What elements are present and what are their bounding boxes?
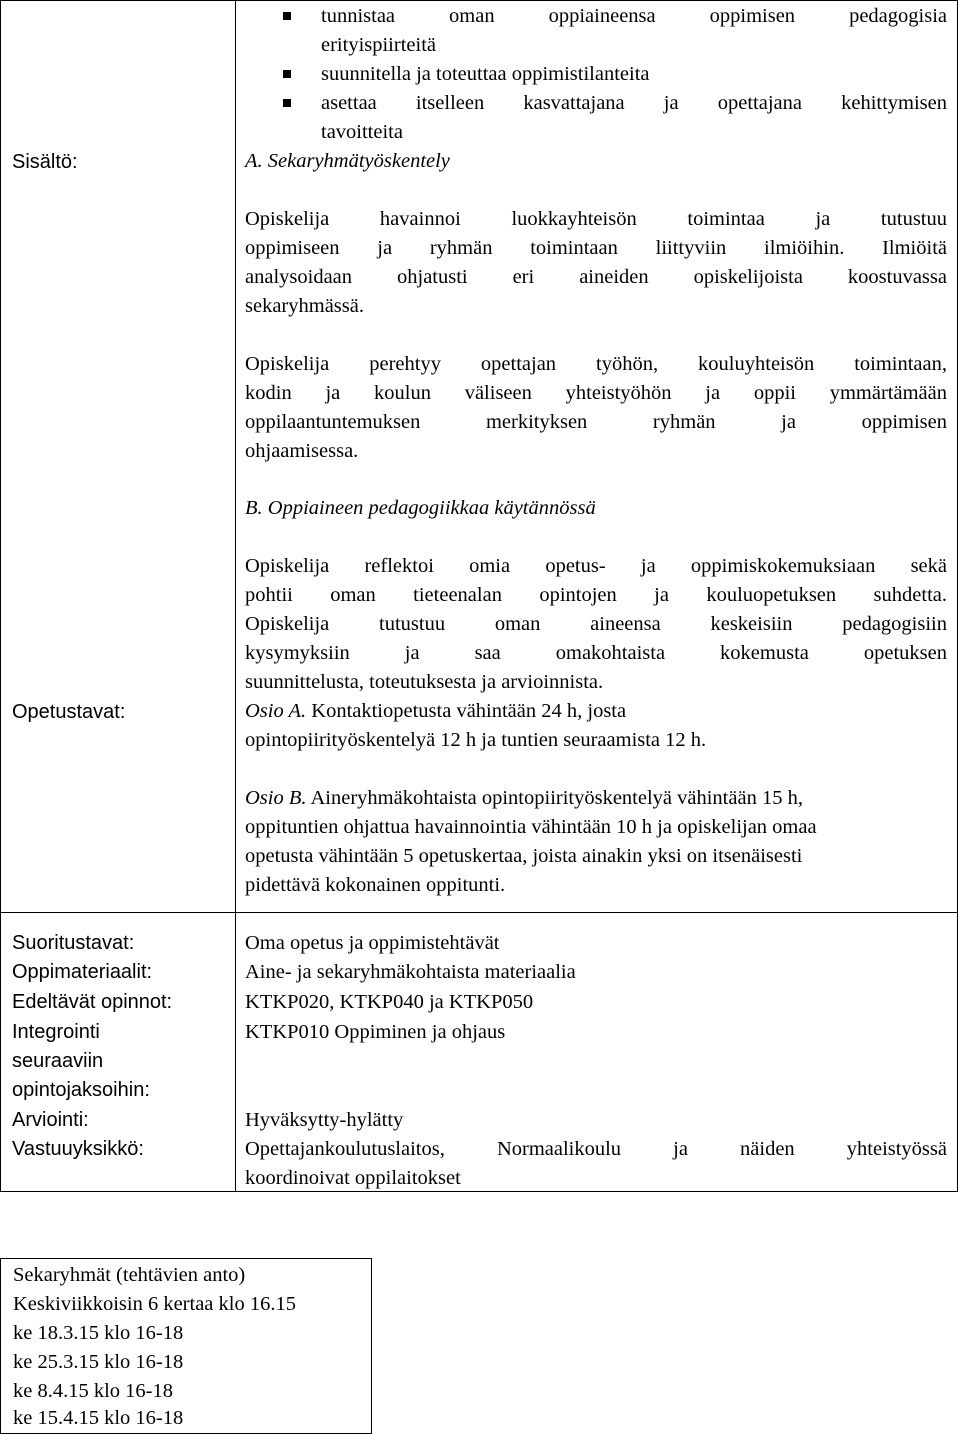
label-edeltavat: Edeltävät opinnot:: [12, 991, 173, 1013]
label-opetustavat: Opetustavat:: [12, 701, 126, 723]
osio-b-text: Aineryhmäkohtaista opintopiirityöskentelyä vähintään 15 h,: [306, 787, 803, 809]
square-bullet-icon: [283, 70, 291, 78]
section-a-p1-line: Opiskelija havainnoi luokkayhteisön toimintaa ja tutustuu: [245, 208, 947, 230]
value-vastuuyksikko: Opettajankoulutuslaitos, Normaalikoulu ja näiden yhteistyössä: [245, 1138, 947, 1160]
osio-a-line: opintopiirityöskentelyä 12 h ja tuntien seuraamista 12 h.: [245, 729, 707, 751]
label-integrointi: Integrointi: [12, 1021, 100, 1043]
label-sisalto: Sisältö:: [12, 151, 78, 173]
schedule-line: Sekaryhmät (tehtävien anto): [13, 1264, 246, 1286]
section-b-heading: B. Oppiaineen pedagogiikkaa käytännössä: [245, 497, 596, 519]
label-suoritustavat: Suoritustavat:: [12, 932, 135, 954]
schedule-box: [0, 1258, 372, 1434]
label-integrointi: opintojaksoihin:: [12, 1079, 150, 1101]
section-a-p2-line: Opiskelija perehtyy opettajan työhön, kouluyhteisön toimintaan,: [245, 353, 947, 375]
bullet-text: tunnistaa oman oppiaineensa oppimisen pedagogisia: [321, 5, 947, 27]
schedule-line: ke 8.4.15 klo 16-18: [13, 1380, 173, 1402]
row-divider: [1, 912, 957, 913]
value-oppimateriaalit: Aine- ja sekaryhmäkohtaista materiaalia: [245, 961, 576, 983]
section-a-p2-line: kodin ja koulun väliseen yhteistyöhön ja oppii ymmärtämään: [245, 382, 947, 404]
section-b-line: Opiskelija reflektoi omia opetus- ja oppimiskokemuksiaan sekä: [245, 555, 947, 577]
section-b-line: suunnittelusta, toteutuksesta ja arvioinnista.: [245, 671, 604, 693]
value-vastuuyksikko: koordinoivat oppilaitokset: [245, 1167, 461, 1189]
schedule-line: ke 18.3.15 klo 16-18: [13, 1322, 184, 1344]
osio-b-line: oppituntien ohjattua havainnointia vähintään 10 h ja opiskelijan omaa: [245, 816, 817, 838]
value-suoritustavat: Oma opetus ja oppimistehtävät: [245, 932, 500, 954]
section-b-line: Opiskelija tutustuu oman aineensa keskeisiin pedagogisiin: [245, 613, 947, 635]
section-a-p2-line: ohjaamisessa.: [245, 440, 359, 462]
bullet-text: erityispiirteitä: [321, 34, 436, 56]
schedule-line: ke 15.4.15 klo 16-18: [13, 1407, 184, 1429]
section-b-line: pohtii oman tieteenalan opintojen ja kouluopetuksen suhdetta.: [245, 584, 947, 606]
osio-a-line: [245, 697, 947, 726]
label-oppimateriaalit: Oppimateriaalit:: [12, 961, 153, 983]
section-a-heading: A. Sekaryhmätyöskentely: [245, 150, 450, 172]
osio-a-prefix: Osio A.: [245, 700, 307, 722]
schedule-line: ke 25.3.15 klo 16-18: [13, 1351, 184, 1373]
label-integrointi: seuraaviin: [12, 1050, 104, 1072]
section-b-line: kysymyksiin ja saa omakohtaista kokemusta opetuksen: [245, 642, 947, 664]
column-divider: [235, 1, 236, 1191]
section-a-p1-line: analysoidaan ohjatusti eri aineiden opiskelijoista koostuvassa: [245, 266, 947, 288]
bullet-text: tavoitteita: [321, 121, 403, 143]
bullet-text: asettaa itselleen kasvattajana ja opettajana kehittymisen: [321, 92, 947, 114]
square-bullet-icon: [283, 12, 291, 20]
value-arviointi: Hyväksytty-hylätty: [245, 1109, 404, 1131]
schedule-line: Keskiviikkoisin 6 kertaa klo 16.15: [13, 1293, 296, 1315]
osio-b-line: [245, 784, 947, 813]
osio-a-text: Kontaktiopetusta vähintään 24 h, josta: [306, 700, 627, 722]
value-integrointi: KTKP010 Oppiminen ja ohjaus: [245, 1021, 506, 1043]
osio-b-line: pidettävä kokonainen oppitunti.: [245, 874, 506, 896]
section-a-p1-line: oppimiseen ja ryhmän toimintaan liittyviin ilmiöihin. Ilmiöitä: [245, 237, 947, 259]
label-vastuuyksikko: Vastuuyksikkö:: [12, 1138, 144, 1160]
bullet-text: suunnitella ja toteuttaa oppimistilanteita: [321, 63, 650, 85]
section-a-p1-line: sekaryhmässä.: [245, 295, 364, 317]
section-a-p2-line: oppilaantuntemuksen merkityksen ryhmän ja oppimisen: [245, 411, 947, 433]
square-bullet-icon: [283, 99, 291, 107]
osio-b-prefix: Osio B.: [245, 787, 307, 809]
osio-b-line: opetusta vähintään 5 opetuskertaa, joista ainakin yksi on itsenäisesti: [245, 845, 803, 867]
label-arviointi: Arviointi:: [12, 1109, 89, 1131]
value-edeltavat: KTKP020, KTKP040 ja KTKP050: [245, 991, 534, 1013]
